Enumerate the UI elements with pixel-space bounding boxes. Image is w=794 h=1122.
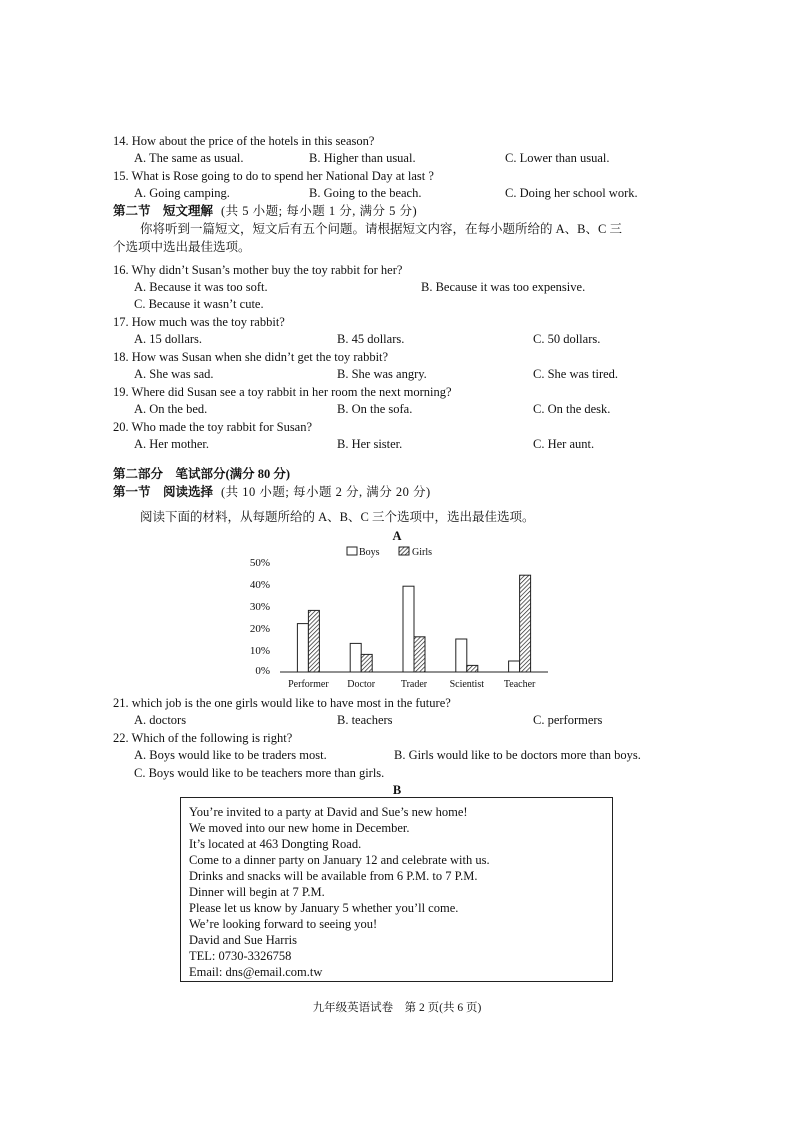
- party-invitation-box: [180, 797, 613, 982]
- y-tick-label: 10%: [249, 645, 270, 657]
- question-15-option-b: B. Going to the beach.: [309, 186, 422, 200]
- question-15-stem: 15. What is Rose going to do to spend her National Day at last ?: [113, 169, 434, 183]
- question-14-stem: 14. How about the price of the hotels in this season?: [113, 134, 375, 148]
- question-21-option-a: A. doctors: [134, 713, 187, 727]
- bar-boys-doctor: [350, 643, 361, 672]
- page-footer: 九年级英语试卷 第 2 页(共 6 页): [312, 1002, 482, 1014]
- x-tick-label: Scientist: [449, 679, 485, 690]
- question-21-option-c: C. performers: [533, 713, 603, 727]
- x-tick-label: Doctor: [347, 679, 376, 690]
- invitation-line: It’s located at 463 Dongting Road.: [189, 837, 362, 851]
- legend-label-girls: Girls: [412, 547, 432, 558]
- question-21-stem: 21. which job is the one girls would like to have most in the future?: [113, 696, 451, 710]
- question-22-option-b: B. Girls would like to be doctors more than boys.: [394, 748, 641, 762]
- legend-swatch-girls: [399, 547, 409, 555]
- question-22-option-c: C. Boys would like to be teachers more than girls.: [134, 766, 385, 780]
- x-tick-label: Teacher: [503, 679, 536, 690]
- y-tick-label: 40%: [249, 579, 270, 591]
- question-18-option-c: C. She was tired.: [533, 367, 619, 381]
- question-16-stem: 16. Why didn’t Susan’s mother buy the toy rabbit for her?: [113, 263, 403, 277]
- bar-girls-doctor: [361, 654, 372, 672]
- part-two-title: 第二部分 笔试部分(满分 80 分): [113, 467, 291, 481]
- section-reading-title: 第一节 阅读选择: [113, 485, 214, 499]
- question-22-stem: 22. Which of the following is right?: [113, 731, 293, 745]
- question-17-option-c: C. 50 dollars.: [533, 332, 601, 346]
- job-preference-chart: [232, 528, 562, 694]
- question-16-option-b: B. Because it was too expensive.: [421, 280, 586, 294]
- invitation-line: We’re looking forward to seeing you!: [189, 917, 378, 931]
- question-17-option-b: B. 45 dollars.: [337, 332, 405, 346]
- section-reading-heading: [113, 484, 431, 500]
- x-tick-label: Performer: [288, 679, 329, 690]
- bar-girls-teacher: [520, 575, 531, 672]
- passage-a-label: A: [392, 529, 402, 543]
- bar-boys-teacher: [509, 661, 520, 672]
- question-14-option-c: C. Lower than usual.: [505, 151, 610, 165]
- y-tick-label: 50%: [249, 557, 270, 569]
- question-22-option-a: A. Boys would like to be traders most.: [134, 748, 327, 762]
- invitation-line: Drinks and snacks will be available from 6 P.M. to 7 P.M.: [189, 869, 478, 883]
- question-17-option-a: A. 15 dollars.: [134, 332, 203, 346]
- question-19-option-b: B. On the sofa.: [337, 402, 413, 416]
- question-19-option-a: A. On the bed.: [134, 402, 208, 416]
- section-short-passage-instruction-1: 你将听到一篇短文，短文后有五个问题。请根据短文内容，在每小题所给的 A、B、C 三: [140, 222, 622, 236]
- question-18-option-a: A. She was sad.: [134, 367, 214, 381]
- chart-bars: [297, 575, 530, 672]
- question-18-option-b: B. She was angry.: [337, 367, 427, 381]
- question-16-option-a: A. Because it was too soft.: [134, 280, 268, 294]
- question-15-option-a: A. Going camping.: [134, 186, 230, 200]
- question-20-option-c: C. Her aunt.: [533, 437, 595, 451]
- section-short-passage-title: 第二节 短文理解: [113, 204, 214, 218]
- question-15-option-c: C. Doing her school work.: [505, 186, 638, 200]
- question-14-option-b: B. Higher than usual.: [309, 151, 416, 165]
- question-16-option-c: C. Because it wasn’t cute.: [134, 297, 264, 311]
- question-14-option-a: A. The same as usual.: [134, 151, 244, 165]
- bar-boys-trader: [403, 586, 414, 672]
- y-tick-labels: [250, 557, 270, 677]
- question-20-option-b: B. Her sister.: [337, 437, 403, 451]
- question-20-option-a: A. Her mother.: [134, 437, 209, 451]
- section-reading-detail: (共 10 小题; 每小题 2 分, 满分 20 分): [221, 485, 431, 499]
- question-17-stem: 17. How much was the toy rabbit?: [113, 315, 285, 329]
- section-short-passage-instruction-2: 个选项中选出最佳选项。: [113, 240, 251, 254]
- bar-boys-scientist: [456, 639, 467, 672]
- section-reading-instruction: 阅读下面的材料，从每题所给的 A、B、C 三个选项中，选出最佳选项。: [140, 510, 535, 524]
- legend-label-boys: Boys: [359, 547, 380, 558]
- bar-girls-performer: [308, 610, 319, 672]
- bar-boys-performer: [297, 624, 308, 672]
- invitation-line: We moved into our new home in December.: [189, 821, 410, 835]
- question-19-stem: 19. Where did Susan see a toy rabbit in her room the next morning?: [113, 385, 452, 399]
- bar-girls-trader: [414, 637, 425, 672]
- question-21-option-b: B. teachers: [337, 713, 393, 727]
- question-20-stem: 20. Who made the toy rabbit for Susan?: [113, 420, 313, 434]
- invitation-line: Come to a dinner party on January 12 and celebrate with us.: [189, 853, 490, 867]
- question-19-option-c: C. On the desk.: [533, 402, 611, 416]
- invitation-phone: TEL: 0730-3326758: [189, 949, 292, 963]
- y-tick-label: 20%: [249, 623, 270, 635]
- section-short-passage-detail: (共 5 小题; 每小题 1 分, 满分 5 分): [221, 204, 418, 218]
- invitation-signature: David and Sue Harris: [189, 933, 297, 947]
- question-18-stem: 18. How was Susan when she didn’t get the toy rabbit?: [113, 350, 389, 364]
- invitation-line: You’re invited to a party at David and Sue’s new home!: [189, 805, 468, 819]
- section-short-passage-heading: [113, 203, 417, 219]
- bar-girls-scientist: [467, 665, 478, 672]
- legend-swatch-boys: [347, 547, 357, 555]
- y-tick-label: 0%: [255, 665, 270, 677]
- passage-b-label: B: [392, 783, 402, 797]
- y-tick-label: 30%: [249, 601, 270, 613]
- invitation-email: Email: dns@email.com.tw: [189, 965, 323, 979]
- x-tick-label: Trader: [400, 679, 428, 690]
- invitation-line: Please let us know by January 5 whether you’ll come.: [189, 901, 459, 915]
- chart-legend: [347, 547, 432, 558]
- invitation-line: Dinner will begin at 7 P.M.: [189, 885, 325, 899]
- x-tick-labels: [288, 679, 536, 690]
